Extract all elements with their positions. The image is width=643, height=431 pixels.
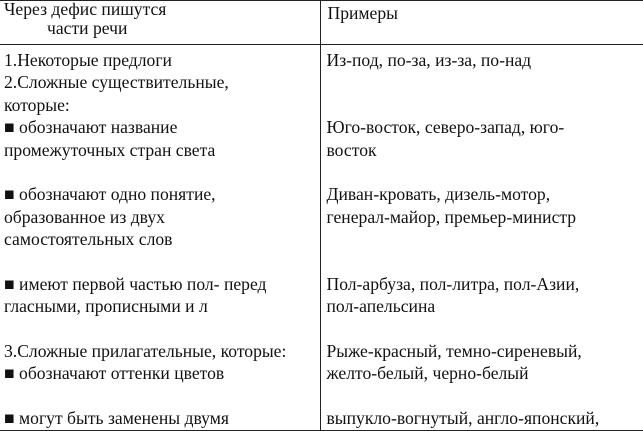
- rule-line: 1.Некоторые предлоги: [4, 49, 320, 71]
- example-line: желто-белый, черно-белый: [327, 362, 643, 384]
- example-line: восток: [327, 139, 643, 161]
- rule-line: гласными, прописными и л: [4, 295, 320, 317]
- example-line: Из-под, по-за, из-за, по-над: [327, 49, 643, 71]
- example-line: Рыже-красный, темно-сиреневый,: [327, 340, 643, 362]
- header-cell-parts-of-speech: [0, 1, 320, 45]
- rule-line: промежуточных стран света: [4, 139, 320, 161]
- rule-line: 3.Сложные прилагательные, которые:: [4, 340, 320, 362]
- rule-line: [4, 161, 320, 183]
- example-line: Диван-кровать, дизель-мотор,: [327, 183, 643, 205]
- rule-line: [4, 251, 320, 273]
- example-line: [327, 94, 643, 116]
- rule-line: ■ могут быть заменены двумя: [4, 407, 320, 429]
- rule-line: ■ обозначают одно понятие,: [4, 183, 320, 205]
- example-line: пол-апельсина: [327, 295, 643, 317]
- table-row: [0, 45, 643, 431]
- example-line: [327, 161, 643, 183]
- header-right-label: Примеры: [328, 3, 643, 23]
- example-line: Пол-арбуза, пол-литра, пол-Азии,: [327, 273, 643, 295]
- rule-line: самостоятельных слов: [4, 228, 320, 250]
- rule-line: образованное из двух: [4, 206, 320, 228]
- header-left-line-2: части речи: [4, 18, 320, 38]
- example-line: [327, 385, 643, 407]
- example-line: [327, 318, 643, 340]
- header-left-line-1: Через дефис пишутся: [4, 1, 320, 18]
- example-line: [327, 71, 643, 93]
- examples-cell: [320, 45, 643, 431]
- rule-line: которые:: [4, 94, 320, 116]
- rules-cell: [0, 45, 320, 431]
- header-cell-examples: [320, 1, 643, 45]
- rule-line: [4, 385, 320, 407]
- rule-line: ■ обозначают оттенки цветов: [4, 362, 320, 384]
- example-line: генерал-майор, премьер-министр: [327, 206, 643, 228]
- example-line: [327, 228, 643, 250]
- example-line: [327, 251, 643, 273]
- rule-line: ■ имеют первой частью пол- перед: [4, 273, 320, 295]
- table-header-row: [0, 1, 643, 45]
- rule-line: [4, 318, 320, 340]
- example-line: выпукло-вогнутый, англо-японский,: [327, 407, 643, 429]
- example-line: Юго-восток, северо-запад, юго-: [327, 116, 643, 138]
- rule-line: ■ обозначают название: [4, 116, 320, 138]
- rule-line: 2.Сложные существительные,: [4, 71, 320, 93]
